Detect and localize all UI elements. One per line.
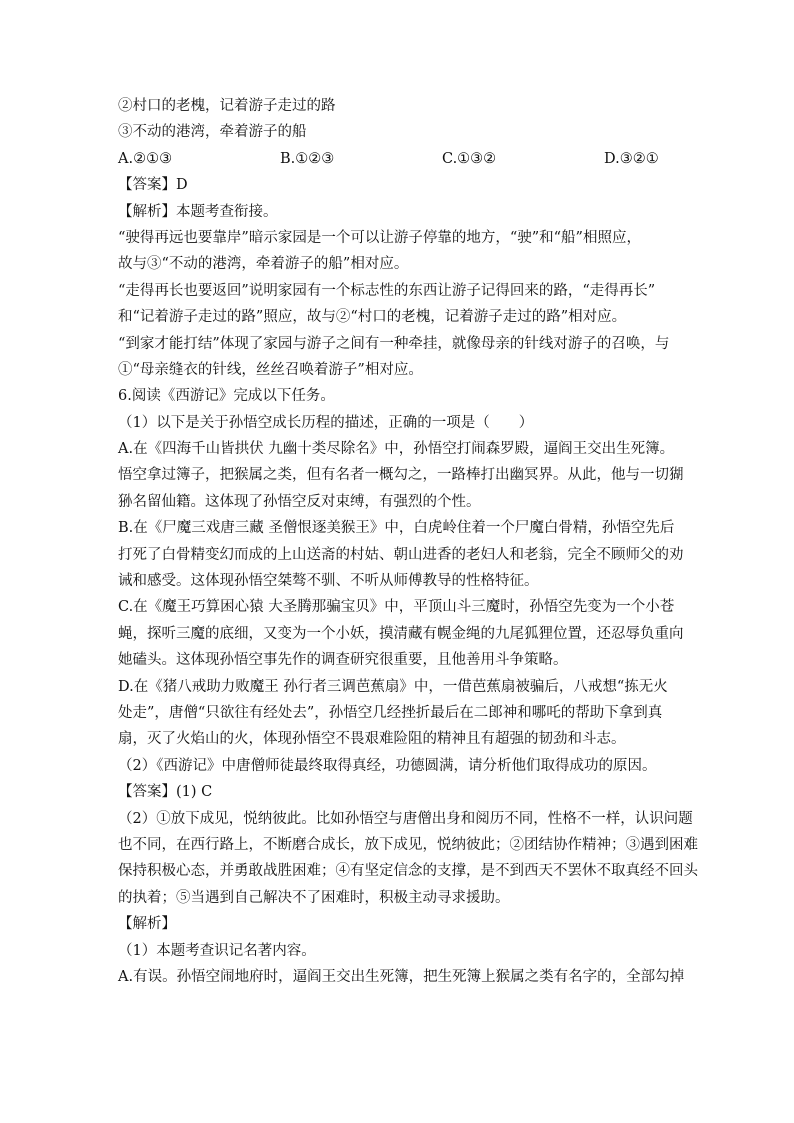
option-b-line: 诫和感受。这体现孙悟空桀骜不驯、不听从师傅教导的性格特征。 bbox=[118, 573, 539, 590]
choice-b: B.①②③ bbox=[280, 150, 335, 167]
option-d-line: 扇，灭了火焰山的火，体现孙悟空不畏艰难险阻的精神且有超强的韧劲和斗志。 bbox=[118, 731, 626, 748]
option-c-line: 蝇，探听三魔的底细，又变为一个小妖，摸清藏有幌金绳的九尾狐狸位置，还忍辱负重向 bbox=[118, 625, 684, 642]
option-d-line: D.在《猪八戒助力败魔王 孙行者三调芭蕉扇》中，一借芭蕉扇被骗后，八戒想“拣无火 bbox=[118, 678, 668, 695]
analysis-label: 【解析】本题考查衔接。 bbox=[118, 203, 278, 220]
option-b-line: 打死了白骨精变幻而成的上山送斋的村姑、朝山进香的老妇人和老翁，完全不顾师父的劝 bbox=[118, 546, 684, 563]
analysis-text-line: A.有误。孙悟空闹地府时，逼阎王交出生死簿，把生死簿上猴属之类有名字的，全部勾掉 bbox=[118, 968, 685, 985]
option-b-line: B.在《尸魔三戏唐三藏 圣僧恨逐美猴王》中，白虎岭住着一个尸魔白骨精，孙悟空先后 bbox=[118, 520, 675, 537]
text-line: “驶得再远也要靠岸”暗示家园是一个可以让游子停靠的地方，“驶”和“船”相照应， bbox=[118, 229, 641, 246]
answer-label: 【答案】D bbox=[118, 177, 188, 194]
option-line-2: ②村口的老槐，记着游子走过的路 bbox=[118, 98, 336, 114]
question-6-title: 6.阅读《西游记》完成以下任务。 bbox=[118, 388, 335, 405]
text-line: 和“记着游子走过的路”照应，故与②“村口的老槐，记着游子走过的路”相对应。 bbox=[118, 309, 627, 326]
answer-choices bbox=[118, 146, 678, 172]
answer-text-line: 也不同，在西行路上，不断磨合成长，放下成见，悦纳彼此；②团结协作精神；③遇到困难 bbox=[118, 836, 698, 853]
option-c-line: 她磕头。这体现孙悟空事先作的调查研究很重要，且他善用斗争策略。 bbox=[118, 652, 568, 669]
choice-d: D.③②① bbox=[604, 150, 659, 167]
option-a-line: 狲名留仙籍。这体现了孙悟空反对束缚，有强烈的个性。 bbox=[118, 493, 481, 510]
text-line: “到家才能打结”体现了家园与游子之间有一种牵挂，就像母亲的针线对游子的召唤，与 bbox=[118, 335, 670, 352]
option-a-line: 悟空拿过簿子，把猴属之类，但有名者一概勾之，一路棒打出幽冥界。从此，他与一切猢 bbox=[118, 467, 684, 484]
option-c-line: C.在《魔王巧算困心猿 大圣腾那骗宝贝》中，平顶山斗三魔时，孙悟空先变为一个小苍 bbox=[118, 599, 675, 616]
choice-a: A.②①③ bbox=[118, 150, 173, 167]
text-line: ①“母亲缝衣的针线，丝丝召唤着游子”相对应。 bbox=[118, 361, 423, 378]
text-line: “走得再长也要返回”说明家园有一个标志性的东西让游子记得回来的路，“走得再长” bbox=[118, 282, 656, 299]
option-line-3: ③不动的港湾，牵着游子的船 bbox=[118, 124, 307, 141]
option-a-line: A.在《四海千山皆拱伏 九幽十类尽除名》中，孙悟空打闹森罗殿，逼阎王交出生死簿。 bbox=[118, 441, 675, 458]
choice-c: C.①③② bbox=[442, 150, 497, 167]
answer-text-line: （2）①放下成见，悦纳彼此。比如孙悟空与唐僧出身和阅历不同，性格不一样，认识问题 bbox=[118, 810, 693, 827]
analysis-label: 【解析】 bbox=[118, 916, 176, 933]
text-line: 故与③“不动的港湾，牵着游子的船”相对应。 bbox=[118, 256, 409, 273]
document-body bbox=[118, 93, 698, 990]
sub-question-2: （2）《西游记》中唐僧师徒最终取得真经，功德圆满，请分析他们取得成功的原因。 bbox=[118, 757, 657, 774]
answer-label: 【答案】(1) C bbox=[118, 784, 213, 801]
analysis-text-line: （1）本题考查识记名著内容。 bbox=[118, 942, 316, 959]
option-d-line: 处走”，唐僧“只欲往有经处去”，孙悟空几经挫折最后在二郎神和哪吒的帮助下拿到真 bbox=[118, 704, 663, 721]
answer-text-line: 保持积极心态，并勇敢战胜困难；④有坚定信念的支撑，是不到西天不罢休不取真经不回头 bbox=[118, 863, 698, 880]
answer-text-line: 的执着；⑤当遇到自己解决不了困难时，积极主动寻求援助。 bbox=[118, 889, 510, 906]
sub-question-1: （1）以下是关于孙悟空成长历程的描述，正确的一项是（ ） bbox=[118, 414, 534, 431]
